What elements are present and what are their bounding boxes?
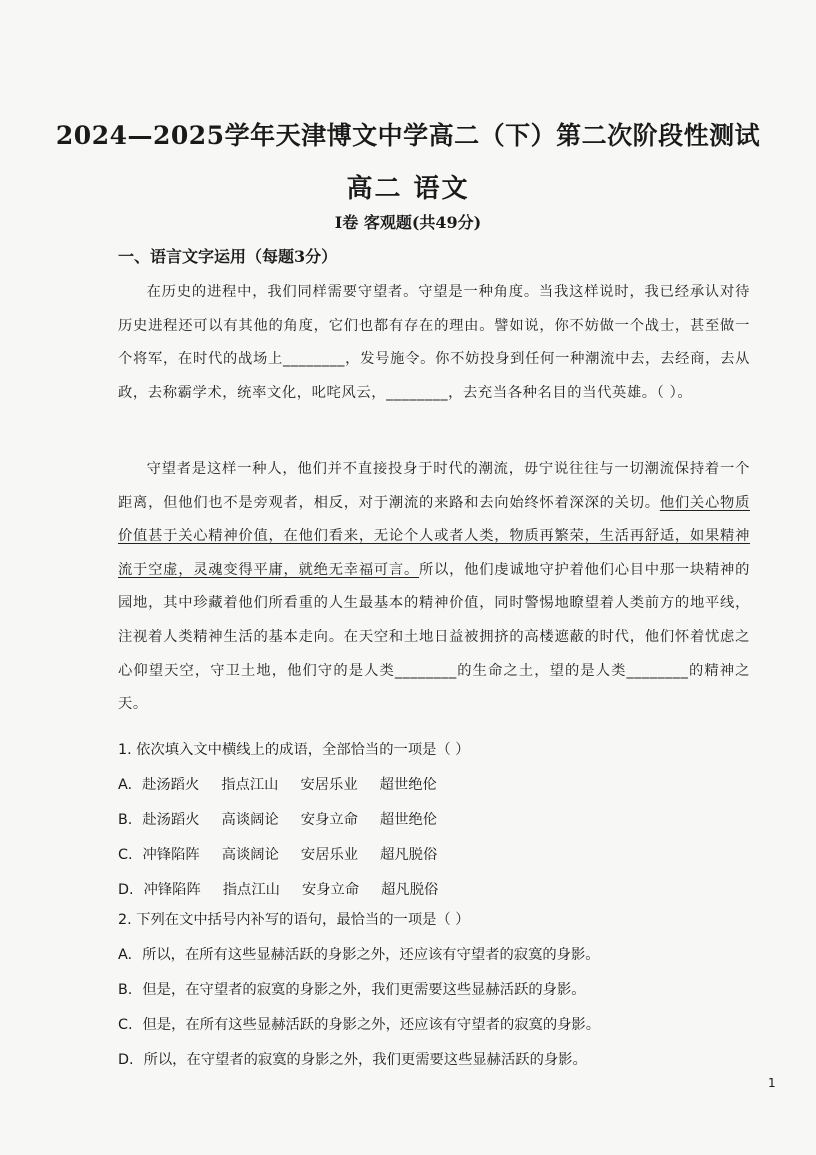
option-text: 所以，在所有这些显赫活跃的身影之外，还应该有守望者的寂寞的身影。 — [142, 947, 600, 963]
option-text: 但是，在守望者的寂寞的身影之外，我们更需要这些显赫活跃的身影。 — [142, 982, 586, 998]
section-heading: 一、语言文字运用（每题3分） — [118, 247, 338, 266]
option-word: 安身立命 — [301, 882, 360, 898]
question-1-option-c[interactable] — [118, 838, 758, 873]
option-label: C. — [118, 1017, 133, 1033]
option-label: A. — [118, 947, 133, 963]
option-word: 安居乐业 — [300, 777, 358, 793]
option-word: 指点江山 — [221, 777, 279, 793]
option-word: 超世绝伦 — [379, 777, 437, 793]
exam-title: 2024—2025学年天津博文中学高二（下）第二次阶段性测试 — [55, 121, 761, 150]
passage-text-2-lead: 守望者是这样一种人，他们并不直接投身于时代的潮流，毋宁说往往与一切潮流保持着一个距离，但他们也不是旁观者，相反，对于潮流的来路和去向始终怀着深深的关切。 — [118, 461, 750, 511]
option-word: 超凡脱俗 — [381, 882, 439, 898]
option-word: 超凡脱俗 — [380, 847, 438, 863]
question-1-option-a[interactable] — [118, 768, 758, 803]
question-2-option-d[interactable] — [118, 1043, 758, 1078]
option-word: 高谈阔论 — [221, 847, 279, 863]
option-label: D. — [118, 882, 134, 898]
option-word: 指点江山 — [222, 882, 280, 898]
option-text: 但是，在所有这些显赫活跃的身影之外，还应该有守望者的寂寞的身影。 — [142, 1017, 601, 1033]
option-label: B. — [118, 812, 133, 828]
option-word: 超世绝伦 — [379, 812, 438, 828]
passage-text-1: 在历史的进程中，我们同样需要守望者。守望是一种角度。当我这样说时，我已经承认对待历史进程还可以有其他的角度，它们也都有存在的理由。譬如说，你不妨做一个战士，甚至做一个将军，在时代的战场上________，发号施令。你不妨投身到任何一种潮流中去，去经商，去从政，去称霸学术，统率文化，叱咤风云，________，去充当各种名目的当代英雄。（ ）。 — [118, 284, 750, 401]
option-label: C. — [118, 847, 133, 863]
question-2-option-a[interactable] — [118, 938, 758, 973]
passage-text-2 — [118, 453, 750, 722]
option-word: 赴汤蹈火 — [142, 812, 200, 828]
option-word: 高谈阔论 — [221, 812, 279, 828]
option-word: 冲锋陷阵 — [142, 847, 200, 863]
option-label: A. — [118, 777, 133, 793]
question-2-option-c[interactable] — [118, 1008, 758, 1043]
question-2 — [118, 903, 758, 1078]
question-2-stem: 2. 下列在文中括号内补写的语句，最恰当的一项是（ ） — [118, 912, 470, 928]
exam-subtitle: 高二 语文 — [346, 174, 470, 204]
passage-paragraph-2 — [118, 453, 750, 722]
question-2-option-b[interactable] — [118, 973, 758, 1008]
option-word: 安居乐业 — [300, 847, 359, 863]
passage-text-2-tail: 所以，他们虔诚地守护着他们心目中那一块精神的园地，其中珍藏着他们所看重的人生最基本的精神价值，同时警惕地瞭望着人类前方的地平线，注视着人类精神生活的基本走向。在天空和土地日益被拥挤的高楼遮蔽的时代，他们怀着忧虑之心仰望天空，守卫土地，他们守的是人类________的生命之土，望的是人类________的精神之天。 — [118, 561, 751, 713]
paper-part-heading: Ⅰ卷 客观题(共49分) — [334, 213, 482, 232]
option-word: 赴汤蹈火 — [142, 777, 200, 793]
question-1 — [118, 733, 758, 908]
option-word: 冲锋陷阵 — [143, 882, 201, 898]
underlined-sentence: 他们关心物质价值甚于关心精神价值，在他们看来，无论个人或者人类，物质再繁荣，生活再舒适，如果精神流于空虚，灵魂变得平庸，就绝无幸福可言。 — [118, 494, 750, 578]
option-label: D. — [118, 1052, 134, 1068]
question-1-stem: 1. 依次填入文中横线上的成语，全部恰当的一项是（ ） — [118, 742, 470, 758]
page-number: 1 — [768, 1076, 776, 1090]
option-label: B. — [118, 982, 133, 998]
option-text: 所以，在守望者的寂寞的身影之外，我们更需要这些显赫活跃的身影。 — [143, 1052, 587, 1068]
question-1-option-b[interactable] — [118, 803, 758, 838]
passage-paragraph-1 — [118, 276, 750, 410]
option-word: 安身立命 — [300, 812, 358, 828]
